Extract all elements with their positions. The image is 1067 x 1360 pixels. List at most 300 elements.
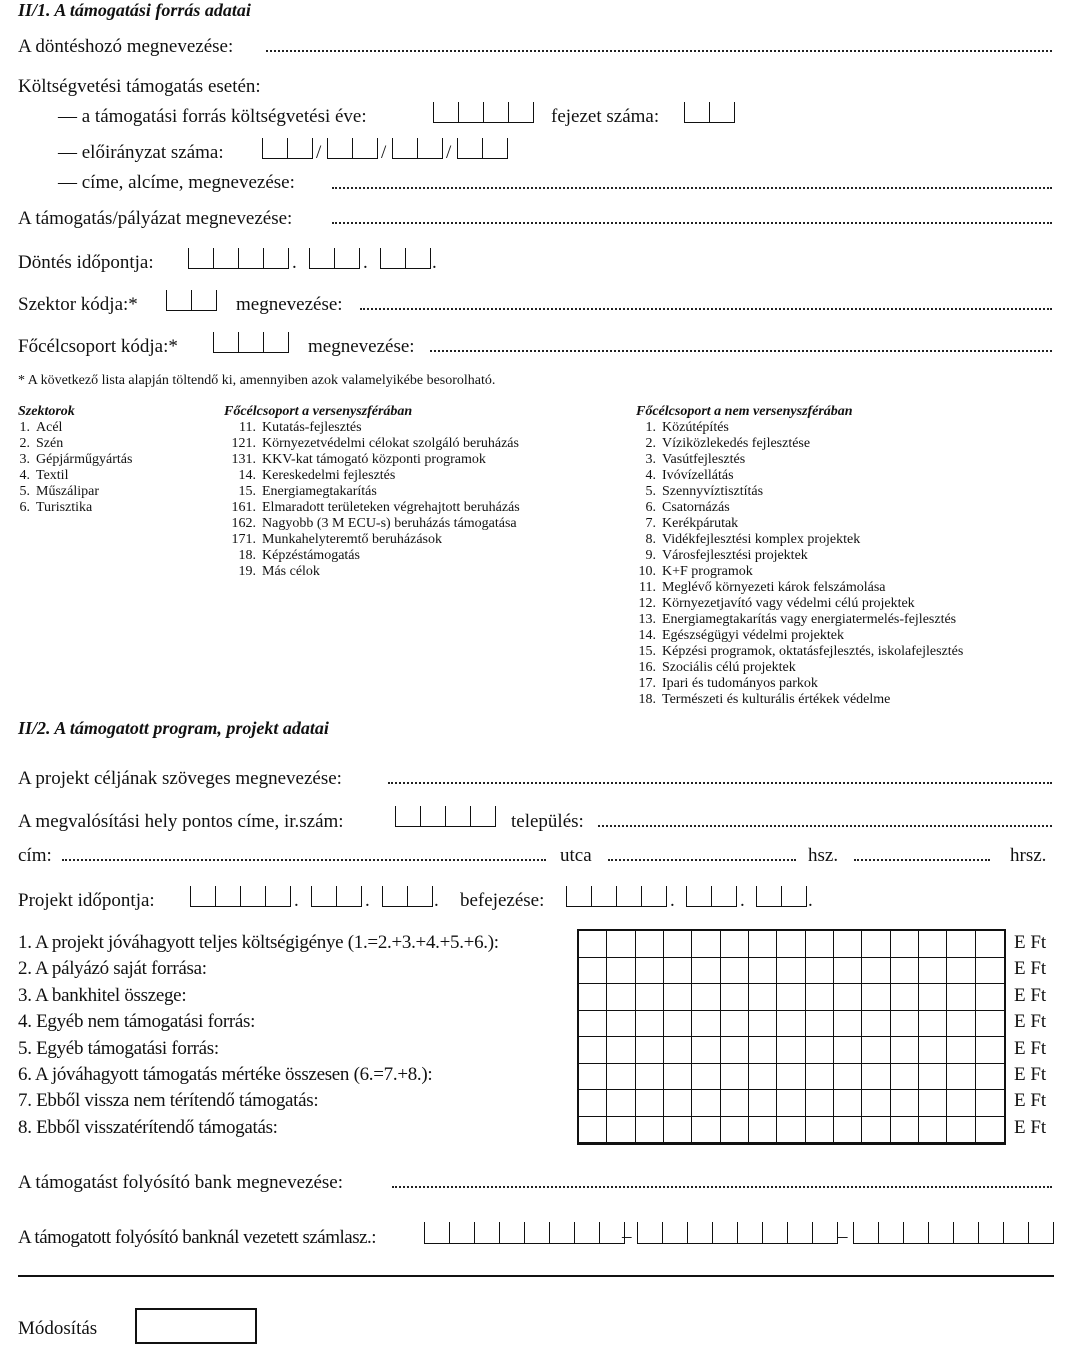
amount-cell[interactable] bbox=[777, 1064, 805, 1091]
list-text: Munkahelyteremtő beruházások bbox=[262, 532, 442, 547]
comp-target-item bbox=[224, 564, 520, 580]
amount-cell[interactable] bbox=[692, 1090, 720, 1117]
noncomp-target-item bbox=[636, 516, 963, 532]
unit-label: E Ft bbox=[1014, 932, 1047, 953]
amount-cell[interactable] bbox=[862, 1064, 890, 1091]
amount-cell[interactable] bbox=[636, 931, 664, 958]
amount-cell[interactable] bbox=[834, 1037, 862, 1064]
amount-cell[interactable] bbox=[834, 1064, 862, 1091]
decision-year-boxes[interactable] bbox=[188, 248, 289, 269]
list-number: 162. bbox=[231, 516, 256, 531]
noncomp-target-item bbox=[636, 436, 963, 452]
sector-name-field[interactable] bbox=[360, 308, 1052, 310]
unit-label: E Ft bbox=[1014, 1090, 1047, 1112]
decision-maker-field[interactable] bbox=[266, 50, 1052, 52]
amount-cell[interactable] bbox=[721, 1011, 749, 1038]
unit-label: E Ft bbox=[1014, 1116, 1047, 1138]
goal-label: A projekt céljának szöveges megnevezése: bbox=[18, 768, 342, 789]
noncomp-target-item bbox=[636, 676, 963, 692]
amount-cell[interactable] bbox=[664, 958, 692, 985]
list-number: 15. bbox=[238, 484, 256, 499]
amount-cell[interactable] bbox=[919, 931, 947, 958]
modify-label: Módosítás bbox=[18, 1318, 98, 1339]
amount-cell[interactable] bbox=[664, 1037, 692, 1064]
funding-row-label: 7. Ebből vissza nem térítendő támogatás: bbox=[18, 1090, 319, 1112]
amount-cell[interactable] bbox=[777, 1037, 805, 1064]
list-number: 10. bbox=[638, 564, 656, 579]
comp-target-item bbox=[224, 500, 520, 516]
amount-cell[interactable] bbox=[947, 958, 975, 985]
amount-cell[interactable] bbox=[976, 1037, 1004, 1064]
list-text: Vasútfejlesztés bbox=[662, 452, 746, 467]
noncompetitive-title: Főcélcsoport a nem versenyszférában bbox=[636, 404, 853, 419]
amount-cell[interactable] bbox=[862, 931, 890, 958]
list-text: Ipari és tudományos parkok bbox=[662, 676, 818, 691]
amount-cell[interactable] bbox=[976, 1011, 1004, 1038]
amount-cell[interactable] bbox=[692, 931, 720, 958]
comp-target-item bbox=[224, 420, 520, 436]
chapter-boxes[interactable] bbox=[684, 102, 735, 123]
amount-cell[interactable] bbox=[749, 1037, 777, 1064]
amount-cell[interactable] bbox=[607, 1090, 635, 1117]
amount-cell[interactable] bbox=[636, 984, 664, 1011]
amount-cell[interactable] bbox=[721, 984, 749, 1011]
amount-cell[interactable] bbox=[891, 1117, 919, 1144]
footnote: * A következő lista alapján töltendő ki, amennyiben azok valamelyikébe besorolható. bbox=[18, 373, 496, 388]
amount-cell[interactable] bbox=[749, 931, 777, 958]
amount-cell[interactable] bbox=[891, 1090, 919, 1117]
amount-cell[interactable] bbox=[607, 1117, 635, 1144]
project-day-boxes[interactable] bbox=[382, 886, 433, 907]
amount-cell[interactable] bbox=[692, 958, 720, 985]
decision-month-boxes[interactable] bbox=[309, 248, 360, 269]
goal-field[interactable] bbox=[388, 782, 1052, 784]
unit-label: E Ft bbox=[1014, 1064, 1047, 1085]
unit-label: E Ft bbox=[1014, 1037, 1047, 1059]
list-number: 5. bbox=[19, 484, 30, 499]
amount-cell[interactable] bbox=[636, 1090, 664, 1117]
funding-row-label: 1. A projekt jóváhagyott teljes költségigénye (1.=2.+3.+4.+5.+6.): bbox=[18, 932, 499, 953]
amount-cell[interactable] bbox=[947, 1037, 975, 1064]
decision-day-boxes[interactable] bbox=[380, 248, 431, 269]
amount-cell[interactable] bbox=[636, 1117, 664, 1144]
amount-cell[interactable] bbox=[664, 1064, 692, 1091]
project-month-boxes[interactable] bbox=[311, 886, 362, 907]
amount-cell[interactable] bbox=[919, 1117, 947, 1144]
amount-cell[interactable] bbox=[806, 1117, 834, 1144]
amount-cell[interactable] bbox=[806, 958, 834, 985]
list-number: 2. bbox=[19, 436, 30, 451]
noncomp-target-item bbox=[636, 644, 963, 660]
amount-cell[interactable] bbox=[636, 958, 664, 985]
list-text: Képzéstámogatás bbox=[262, 548, 360, 563]
amount-cell[interactable] bbox=[579, 931, 607, 958]
budget-year-boxes[interactable] bbox=[433, 102, 534, 123]
amount-cell[interactable] bbox=[579, 1011, 607, 1038]
list-text: Nagyobb (3 M ECU-s) beruházás támogatása bbox=[262, 516, 517, 531]
unit-label: E Ft bbox=[1014, 984, 1047, 1006]
target-name-field[interactable] bbox=[430, 350, 1052, 352]
amount-cell[interactable] bbox=[919, 984, 947, 1011]
list-number: 18. bbox=[238, 548, 256, 563]
list-text: Textil bbox=[36, 468, 69, 483]
competitive-list bbox=[224, 404, 520, 580]
target-code-boxes[interactable] bbox=[213, 332, 289, 353]
amount-cell[interactable] bbox=[636, 1064, 664, 1091]
amount-cell[interactable] bbox=[777, 1090, 805, 1117]
hsz-field[interactable] bbox=[854, 859, 990, 861]
noncompetitive-list bbox=[636, 404, 963, 708]
list-text: Vidékfejlesztési komplex projektek bbox=[662, 532, 861, 547]
amount-cell[interactable] bbox=[692, 1011, 720, 1038]
funding-row-label: 6. A jóváhagyott támogatás mértéke összesen (6.=7.+8.): bbox=[18, 1064, 433, 1085]
amount-cell[interactable] bbox=[976, 984, 1004, 1011]
amount-cell[interactable] bbox=[607, 958, 635, 985]
sector-code-boxes[interactable] bbox=[166, 290, 217, 311]
funding-row-label: 3. A bankhitel összege: bbox=[18, 984, 187, 1006]
account-boxes-1[interactable] bbox=[424, 1222, 625, 1244]
amount-cell[interactable] bbox=[607, 931, 635, 958]
amount-cell[interactable] bbox=[721, 1037, 749, 1064]
sector-name-label: megnevezése: bbox=[236, 294, 343, 315]
amount-grid[interactable] bbox=[577, 929, 1006, 1145]
amount-cell[interactable] bbox=[947, 1011, 975, 1038]
bank-field[interactable] bbox=[392, 1186, 1052, 1188]
city-label: település: bbox=[511, 811, 584, 832]
amount-cell[interactable] bbox=[721, 931, 749, 958]
amount-cell[interactable] bbox=[721, 958, 749, 985]
funding-row-label: 8. Ebből visszatérítendő támogatás: bbox=[18, 1116, 278, 1138]
noncomp-target-item bbox=[636, 484, 963, 500]
amount-cell[interactable] bbox=[579, 1117, 607, 1144]
tender-name-field[interactable] bbox=[332, 222, 1052, 224]
list-number: 8. bbox=[645, 532, 656, 547]
section-heading-2: II/2. A támogatott program, projekt adatai bbox=[18, 718, 329, 738]
list-number: 171. bbox=[231, 532, 256, 547]
sector-item bbox=[18, 468, 132, 484]
tender-name-label: A támogatás/pályázat megnevezése: bbox=[18, 208, 293, 229]
amount-cell[interactable] bbox=[806, 931, 834, 958]
amount-cell[interactable] bbox=[777, 958, 805, 985]
unit-label: E Ft bbox=[1014, 1011, 1047, 1033]
street-field[interactable] bbox=[62, 859, 546, 861]
amount-cell[interactable] bbox=[607, 984, 635, 1011]
account-label: A támogatott folyósító banknál vezetett számlasz.: bbox=[18, 1227, 377, 1248]
list-number: 13. bbox=[638, 612, 656, 627]
amount-cell[interactable] bbox=[579, 1064, 607, 1091]
amount-cell[interactable] bbox=[721, 1064, 749, 1091]
list-text: Egészségügyi védelmi projektek bbox=[662, 628, 844, 643]
unit-label: E Ft bbox=[1014, 958, 1047, 980]
amount-cell[interactable] bbox=[891, 931, 919, 958]
amount-cell[interactable] bbox=[749, 1064, 777, 1091]
amount-cell[interactable] bbox=[806, 1037, 834, 1064]
amount-cell[interactable] bbox=[976, 958, 1004, 985]
amount-cell[interactable] bbox=[692, 1064, 720, 1091]
amount-cell[interactable] bbox=[891, 1037, 919, 1064]
amount-cell[interactable] bbox=[834, 984, 862, 1011]
modify-box[interactable] bbox=[135, 1308, 257, 1344]
list-number: 2. bbox=[645, 436, 656, 451]
sector-item bbox=[18, 436, 132, 452]
list-number: 1. bbox=[645, 420, 656, 435]
amount-cell[interactable] bbox=[919, 1064, 947, 1091]
amount-cell[interactable] bbox=[947, 1090, 975, 1117]
amount-cell[interactable] bbox=[862, 1011, 890, 1038]
amount-cell[interactable] bbox=[834, 1117, 862, 1144]
end-year-boxes[interactable] bbox=[566, 886, 667, 907]
decision-date-label: Döntés időpontja: bbox=[18, 252, 154, 273]
amount-cell[interactable] bbox=[607, 1064, 635, 1091]
noncomp-target-item bbox=[636, 596, 963, 612]
title-line-field[interactable] bbox=[332, 187, 1052, 189]
appropriation-boxes-1[interactable] bbox=[262, 138, 313, 159]
amount-cell[interactable] bbox=[777, 1117, 805, 1144]
amount-cell[interactable] bbox=[692, 1037, 720, 1064]
list-text: Képzési programok, oktatásfejlesztés, iskolafejlesztés bbox=[662, 644, 964, 659]
amount-cell[interactable] bbox=[664, 984, 692, 1011]
divider bbox=[18, 1275, 1054, 1277]
noncomp-target-item bbox=[636, 580, 963, 596]
list-text: Szociális célú projektek bbox=[662, 660, 796, 675]
account-boxes-2[interactable] bbox=[637, 1222, 838, 1244]
list-number: 17. bbox=[638, 676, 656, 691]
chapter-label: fejezet száma: bbox=[551, 106, 660, 127]
amount-cell[interactable] bbox=[749, 1117, 777, 1144]
sector-item bbox=[18, 484, 132, 500]
list-text: KKV-kat támogató központi programok bbox=[262, 452, 486, 467]
bank-label: A támogatást folyósító bank megnevezése: bbox=[18, 1172, 344, 1193]
budget-case-label: Költségvetési támogatás esetén: bbox=[18, 76, 261, 97]
sectors-title: Szektorok bbox=[18, 404, 75, 419]
list-number: 14. bbox=[238, 468, 256, 483]
amount-cell[interactable] bbox=[947, 984, 975, 1011]
list-number: 6. bbox=[645, 500, 656, 515]
noncomp-target-item bbox=[636, 660, 963, 676]
comp-target-item bbox=[224, 484, 520, 500]
appropriation-boxes-3[interactable] bbox=[392, 138, 443, 159]
amount-cell[interactable] bbox=[862, 958, 890, 985]
amount-cell[interactable] bbox=[664, 1117, 692, 1144]
noncomp-target-item bbox=[636, 532, 963, 548]
amount-cell[interactable] bbox=[692, 1117, 720, 1144]
end-month-boxes[interactable] bbox=[686, 886, 737, 907]
amount-cell[interactable] bbox=[919, 1011, 947, 1038]
amount-cell[interactable] bbox=[976, 1064, 1004, 1091]
amount-cell[interactable] bbox=[891, 1064, 919, 1091]
list-text: Városfejlesztési projektek bbox=[662, 548, 808, 563]
amount-cell[interactable] bbox=[806, 1064, 834, 1091]
amount-cell[interactable] bbox=[919, 958, 947, 985]
amount-cell[interactable] bbox=[692, 984, 720, 1011]
amount-cell[interactable] bbox=[834, 931, 862, 958]
amount-cell[interactable] bbox=[607, 1011, 635, 1038]
amount-cell[interactable] bbox=[976, 1117, 1004, 1144]
amount-cell[interactable] bbox=[862, 1037, 890, 1064]
amount-cell[interactable] bbox=[607, 1037, 635, 1064]
amount-cell[interactable] bbox=[919, 1090, 947, 1117]
list-text: Elmaradott területeken végrehajtott beruházás bbox=[262, 500, 520, 515]
section-heading-1: II/1. A támogatási forrás adatai bbox=[18, 0, 251, 20]
amount-cell[interactable] bbox=[834, 1011, 862, 1038]
list-text: Ivóvízellátás bbox=[662, 468, 734, 483]
zip-boxes[interactable] bbox=[395, 806, 496, 827]
comp-target-item bbox=[224, 516, 520, 532]
target-name-label: megnevezése: bbox=[308, 336, 415, 357]
address-label: A megvalósítási hely pontos címe, ir.szám: bbox=[18, 811, 344, 832]
list-number: 14. bbox=[638, 628, 656, 643]
amount-cell[interactable] bbox=[579, 984, 607, 1011]
title-line-label: — címe, alcíme, megnevezése: bbox=[58, 172, 295, 193]
list-number: 131. bbox=[231, 452, 256, 467]
list-number: 3. bbox=[645, 452, 656, 467]
amount-cell[interactable] bbox=[862, 1117, 890, 1144]
list-text: Kerékpárutak bbox=[662, 516, 739, 531]
amount-cell[interactable] bbox=[749, 984, 777, 1011]
noncomp-target-item bbox=[636, 612, 963, 628]
list-number: 161. bbox=[231, 500, 256, 515]
noncomp-target-item bbox=[636, 452, 963, 468]
list-number: 19. bbox=[238, 564, 256, 579]
amount-cell[interactable] bbox=[806, 984, 834, 1011]
amount-cell[interactable] bbox=[721, 1090, 749, 1117]
amount-cell[interactable] bbox=[947, 1064, 975, 1091]
list-number: 3. bbox=[19, 452, 30, 467]
list-text: Acél bbox=[36, 420, 63, 435]
list-text: Szén bbox=[36, 436, 64, 451]
slash: / bbox=[316, 142, 322, 163]
list-number: 16. bbox=[638, 660, 656, 675]
list-text: Csatornázás bbox=[662, 500, 730, 515]
comp-target-item bbox=[224, 452, 520, 468]
amount-cell[interactable] bbox=[749, 1090, 777, 1117]
noncomp-target-item bbox=[636, 500, 963, 516]
noncomp-target-item bbox=[636, 692, 963, 708]
amount-cell[interactable] bbox=[862, 984, 890, 1011]
list-number: 18. bbox=[638, 692, 656, 707]
list-text: Környezetjavító vagy védelmi célú projektek bbox=[662, 596, 915, 611]
comp-target-item bbox=[224, 532, 520, 548]
list-text: Gépjárműgyártás bbox=[36, 452, 133, 467]
list-number: 1. bbox=[19, 420, 30, 435]
project-date-label: Projekt időpontja: bbox=[18, 890, 155, 911]
target-code-label: Főcélcsoport kódja:* bbox=[18, 336, 178, 357]
amount-cell[interactable] bbox=[579, 1037, 607, 1064]
budget-year-label: — a támogatási forrás költségvetési éve: bbox=[58, 106, 367, 127]
amount-cell[interactable] bbox=[636, 1037, 664, 1064]
amount-cell[interactable] bbox=[777, 931, 805, 958]
list-number: 4. bbox=[19, 468, 30, 483]
amount-cell[interactable] bbox=[976, 931, 1004, 958]
list-number: 4. bbox=[645, 468, 656, 483]
amount-cell[interactable] bbox=[636, 1011, 664, 1038]
amount-cell[interactable] bbox=[777, 984, 805, 1011]
amount-cell[interactable] bbox=[834, 1090, 862, 1117]
list-number: 11. bbox=[639, 580, 656, 595]
amount-cell[interactable] bbox=[891, 984, 919, 1011]
list-text: Természeti és kulturális értékek védelme bbox=[662, 692, 891, 707]
amount-cell[interactable] bbox=[664, 931, 692, 958]
amount-cell[interactable] bbox=[891, 958, 919, 985]
amount-cell[interactable] bbox=[862, 1090, 890, 1117]
funding-row-label: 2. A pályázó saját forrása: bbox=[18, 958, 207, 980]
amount-cell[interactable] bbox=[919, 1037, 947, 1064]
noncomp-target-item bbox=[636, 628, 963, 644]
amount-cell[interactable] bbox=[834, 958, 862, 985]
end-day-boxes[interactable] bbox=[756, 886, 807, 907]
sector-item bbox=[18, 452, 132, 468]
amount-cell[interactable] bbox=[749, 1011, 777, 1038]
slash: / bbox=[446, 142, 452, 163]
account-boxes-3[interactable] bbox=[853, 1222, 1054, 1244]
amount-cell[interactable] bbox=[579, 1090, 607, 1117]
end-label: befejezése: bbox=[460, 890, 545, 911]
appropriation-boxes-2[interactable] bbox=[327, 138, 378, 159]
list-text: Más célok bbox=[262, 564, 320, 579]
amount-cell[interactable] bbox=[806, 1011, 834, 1038]
list-number: 5. bbox=[645, 484, 656, 499]
funding-row-label: 5. Egyéb támogatási forrás: bbox=[18, 1037, 219, 1059]
comp-target-item bbox=[224, 548, 520, 564]
list-number: 7. bbox=[645, 516, 656, 531]
list-text: Energiamegtakarítás vagy energiatermelés-fejlesztés bbox=[662, 612, 957, 627]
list-text: Kutatás-fejlesztés bbox=[262, 420, 362, 435]
noncomp-target-item bbox=[636, 548, 963, 564]
project-year-boxes[interactable] bbox=[190, 886, 291, 907]
appropriation-boxes-4[interactable] bbox=[457, 138, 508, 159]
amount-cell[interactable] bbox=[579, 958, 607, 985]
comp-target-item bbox=[224, 436, 520, 452]
sectors-list bbox=[18, 404, 132, 516]
list-text: Energiamegtakarítás bbox=[262, 484, 377, 499]
appropriation-label: — előirányzat száma: bbox=[58, 142, 224, 163]
utca-field[interactable] bbox=[608, 859, 796, 861]
list-text: Szennyvíztisztítás bbox=[662, 484, 764, 499]
hsz-label: hsz. bbox=[808, 845, 839, 866]
sector-code-label: Szektor kódja:* bbox=[18, 294, 138, 315]
amount-cell[interactable] bbox=[664, 1011, 692, 1038]
list-text: Közútépítés bbox=[662, 420, 729, 435]
amount-cell[interactable] bbox=[891, 1011, 919, 1038]
slash: / bbox=[381, 142, 387, 163]
competitive-title: Főcélcsoport a versenyszférában bbox=[224, 404, 413, 419]
list-number: 6. bbox=[19, 500, 30, 515]
hrsz-label: hrsz. bbox=[1010, 845, 1047, 866]
noncomp-target-item bbox=[636, 468, 963, 484]
sector-item bbox=[18, 500, 132, 516]
list-text: Víziközlekedés fejlesztése bbox=[662, 436, 811, 451]
list-text: K+F programok bbox=[662, 564, 753, 579]
decision-maker-label: A döntéshozó megnevezése: bbox=[18, 36, 234, 57]
city-field[interactable] bbox=[598, 825, 1052, 827]
amount-cell[interactable] bbox=[976, 1090, 1004, 1117]
list-text: Meglévő környezeti károk felszámolása bbox=[662, 580, 886, 595]
list-text: Turisztika bbox=[36, 500, 93, 515]
amount-cell[interactable] bbox=[947, 931, 975, 958]
amount-cell[interactable] bbox=[947, 1117, 975, 1144]
amount-cell[interactable] bbox=[777, 1011, 805, 1038]
amount-cell[interactable] bbox=[749, 958, 777, 985]
street-label: cím: bbox=[18, 845, 52, 866]
list-number: 15. bbox=[638, 644, 656, 659]
amount-cell[interactable] bbox=[721, 1117, 749, 1144]
list-text: Kereskedelmi fejlesztés bbox=[262, 468, 396, 483]
amount-cell[interactable] bbox=[806, 1090, 834, 1117]
list-number: 12. bbox=[638, 596, 656, 611]
amount-cell[interactable] bbox=[664, 1090, 692, 1117]
noncomp-target-item bbox=[636, 564, 963, 580]
funding-row-label: 4. Egyéb nem támogatási forrás: bbox=[18, 1011, 256, 1033]
